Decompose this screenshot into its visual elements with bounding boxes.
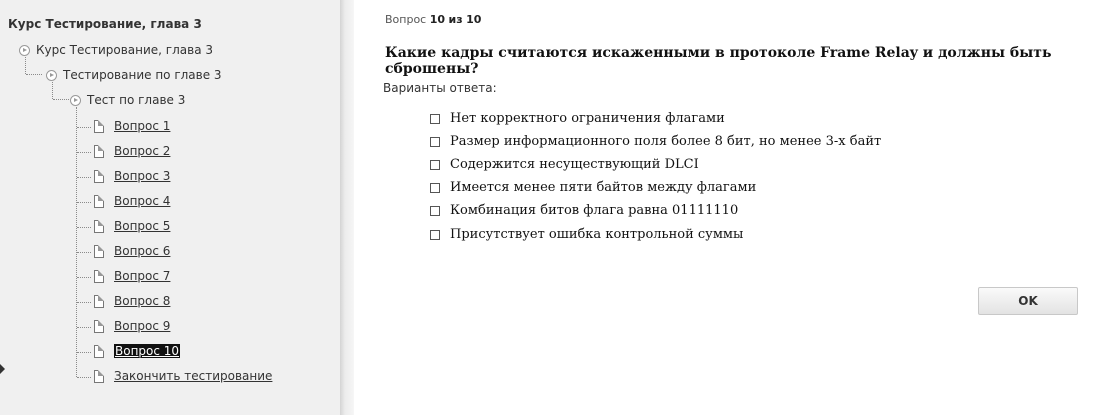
answer-option-2[interactable]	[430, 134, 881, 149]
expand-arrow-icon[interactable]	[70, 95, 81, 106]
question-item-2[interactable]	[94, 144, 170, 158]
document-icon	[94, 145, 104, 158]
answer-label: Размер информационного поля более 8 бит, но менее 3-х байт	[450, 134, 882, 149]
document-icon	[94, 295, 104, 308]
question-item-8[interactable]	[94, 294, 170, 308]
answer-label: Имеется менее пяти байтов между флагами	[450, 180, 757, 195]
tree-node-course[interactable]	[19, 43, 213, 57]
tree-connector	[25, 57, 26, 74]
question-item-9[interactable]	[94, 319, 170, 333]
question-item-3[interactable]	[94, 169, 170, 183]
answer-checkbox[interactable]	[430, 183, 440, 193]
answer-checkbox[interactable]	[430, 230, 440, 240]
tree-connector	[77, 227, 91, 228]
tree-connector	[77, 202, 91, 203]
question-item-6[interactable]	[94, 244, 170, 258]
tree-node-test[interactable]	[70, 93, 185, 107]
answer-checkbox[interactable]	[430, 160, 440, 170]
answer-label: Нет корректного ограничения флагами	[450, 111, 725, 126]
tree-connector	[77, 127, 91, 128]
document-icon	[94, 345, 104, 358]
tree-connector	[53, 99, 69, 100]
course-title: Курс Тестирование, глава 3	[8, 17, 202, 31]
question-link[interactable]: Вопрос 7	[114, 269, 171, 283]
expand-arrow-icon[interactable]	[19, 45, 30, 56]
answer-label: Содержится несуществующий DLCI	[450, 157, 699, 172]
finish-test-item[interactable]	[94, 369, 272, 383]
document-icon	[94, 320, 104, 333]
answer-checkbox[interactable]	[430, 206, 440, 216]
question-link[interactable]: Вопрос 4	[114, 194, 171, 208]
expand-arrow-icon[interactable]	[46, 70, 57, 81]
answer-option-3[interactable]	[430, 157, 699, 172]
sidebar	[0, 0, 340, 415]
tree-connector	[76, 107, 77, 377]
tree-connector	[52, 82, 53, 99]
tree-connector	[77, 327, 91, 328]
tree-connector	[77, 377, 91, 378]
splitter[interactable]	[340, 0, 354, 415]
collapse-arrow-icon[interactable]	[0, 364, 5, 374]
question-item-1[interactable]	[94, 119, 170, 133]
answers-label: Варианты ответа:	[383, 81, 497, 95]
question-text: Какие кадры считаются искаженными в протоколе Frame Relay и должны быть сброшены?	[385, 45, 1052, 77]
tree-connector	[77, 177, 91, 178]
answer-checkbox[interactable]	[430, 114, 440, 124]
question-link[interactable]: Вопрос 6	[114, 244, 171, 258]
document-icon	[94, 370, 104, 383]
tree-node-course-label: Курс Тестирование, глава 3	[36, 43, 213, 57]
counter-prefix: Вопрос	[385, 13, 427, 26]
question-link[interactable]: Вопрос 2	[114, 144, 171, 158]
question-item-10[interactable]	[94, 344, 180, 358]
tree-connector	[77, 277, 91, 278]
answer-label: Комбинация битов флага равна 01111110	[450, 203, 739, 218]
document-icon	[94, 270, 104, 283]
question-counter	[385, 13, 481, 26]
tree-connector	[77, 302, 91, 303]
answer-option-4[interactable]	[430, 180, 756, 195]
tree-node-chapter-label: Тестирование по главе 3	[63, 68, 222, 82]
question-link-active[interactable]: Вопрос 10	[115, 344, 180, 358]
question-item-7[interactable]	[94, 269, 170, 283]
answer-checkbox[interactable]	[430, 137, 440, 147]
finish-test-link[interactable]: Закончить тестирование	[114, 369, 273, 383]
question-link[interactable]: Вопрос 3	[114, 169, 171, 183]
tree-node-test-label: Тест по главе 3	[87, 93, 186, 107]
counter-sep: из	[448, 13, 463, 26]
question-link[interactable]: Вопрос 1	[114, 119, 171, 133]
question-link[interactable]: Вопрос 5	[114, 219, 171, 233]
tree-node-chapter[interactable]	[46, 68, 222, 82]
answer-option-6[interactable]	[430, 227, 743, 242]
tree-connector	[77, 152, 91, 153]
question-item-4[interactable]	[94, 194, 170, 208]
answer-option-5[interactable]	[430, 203, 738, 218]
counter-total: 10	[466, 13, 482, 26]
tree-connector	[26, 74, 42, 75]
document-icon	[94, 120, 104, 133]
document-icon	[94, 245, 104, 258]
tree-connector	[77, 352, 91, 353]
question-link[interactable]: Вопрос 8	[114, 294, 171, 308]
question-item-5[interactable]	[94, 219, 170, 233]
counter-current: 10	[429, 13, 446, 26]
answer-label: Присутствует ошибка контрольной суммы	[450, 227, 744, 242]
answer-option-1[interactable]	[430, 111, 725, 126]
document-icon	[94, 170, 104, 183]
question-link[interactable]: Вопрос 9	[114, 319, 171, 333]
document-icon	[94, 195, 104, 208]
tree-connector	[77, 252, 91, 253]
document-icon	[94, 220, 104, 233]
ok-button[interactable]: OK	[978, 287, 1078, 315]
